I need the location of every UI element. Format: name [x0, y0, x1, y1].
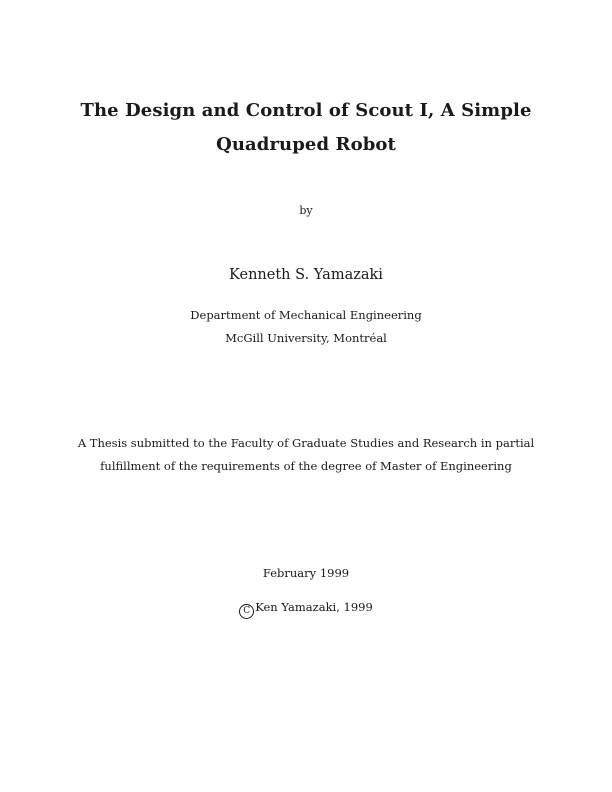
title-line-1: The Design and Control of Scout I, A Simple	[80, 100, 532, 121]
thesis-statement-line-1: A Thesis submitted to the Faculty of Graduate Studies and Research in partial	[77, 436, 535, 450]
thesis-statement-line-2: fulfillment of the requirements of the degree of Master of Engineering	[100, 459, 512, 473]
submission-date: February 1999	[262, 566, 350, 580]
title-line-2: Quadruped Robot	[216, 134, 396, 155]
copyright-text: Ken Yamazaki, 1999	[255, 600, 373, 614]
university: McGill University, Montréal	[225, 331, 387, 345]
department: Department of Mechanical Engineering	[190, 308, 422, 322]
copyright-icon: C	[239, 604, 254, 619]
by-label: by	[299, 204, 313, 217]
copyright-notice	[0, 600, 612, 619]
author-name: Kenneth S. Yamazaki	[229, 267, 383, 283]
